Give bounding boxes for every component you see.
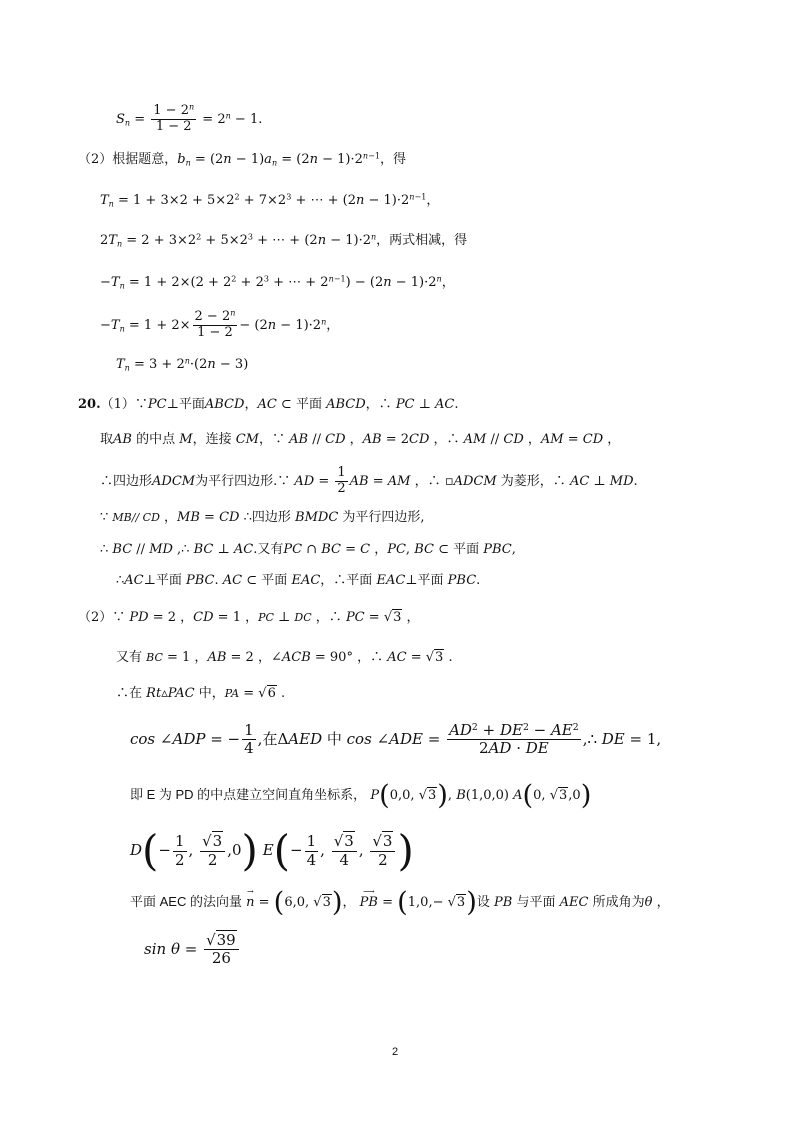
cos-line: cos ∠ADP = − $\frac{1}{4}$ ,在ΔAED 中 cos ∠ADE = $\frac{AD^2 + DE^2 - AE^2}{2AD \cdot DE}$ ,∴ DE = 1,	[130, 721, 662, 758]
p20-line1: 20.（1）∵PC⊥平面ABCD，AC ⊂ 平面 ABCD，∴ PC ⊥ AC.	[78, 397, 459, 412]
neg-tn-1: $-T_n = 1 + 2\times(2 + 2^2 + 2^3$ + ⋯ + $2^{n-1}) - (2n - 1)\cdot 2^n$，	[100, 274, 455, 291]
p20-part2-line3: ∴在 Rt▵PAC 中，PA = √6 .	[116, 686, 286, 701]
p20-line6: ∴AC⊥平面 PBC. AC ⊂ 平面 EAC，∴平面 EAC⊥平面 PBC.	[116, 573, 481, 588]
p20-line3: ∴四边形ADCM为平行四边形.∵ AD = $\frac{1}{2}$ AB = AM ，∴ ▫ADCM 为菱形，∴ AC ⊥ MD.	[100, 465, 638, 496]
p20-part2-line2: 又有 BC = 1 ，AB = 2 ，∠ACB = 90° ，∴ AC = √3 .	[116, 650, 453, 665]
p20-line5: ∴ BC // MD ,∴ BC ⊥ AC.又有PC ∩ BC = C ，PC, BC ⊂ 平面 PBC,	[100, 542, 516, 557]
page-number: 2	[392, 1046, 399, 1058]
tn-sum: $T_n = 1 + 3\times 2 + 5\times 2^2 + 7\times 2^3$ + ⋯ + $(2n - 1)\cdot 2^{n-1}$，	[100, 192, 440, 209]
p20-part2-line1: （2）∵ PD = 2 ，CD = 1 ，PC ⊥ DC ，∴ PC = √3 ，	[78, 610, 420, 625]
p20-line2: 取AB 的中点 M，连接 CM，∵ AB // CD ，AB = 2CD ，∴ AM // CD ，AM = CD ，	[100, 432, 621, 447]
sin-theta: sin θ = $\frac{√39}{26}$	[144, 932, 241, 968]
normal-line: 平面 AEC 的法向量 → n = (6,0, √3)， ⟶ PB = (1,0,− √3)设 PB 与平面 AEC 所成角为θ ，	[130, 886, 670, 918]
two-tn-sum: $2T_n = 2 + 3\times 2^2 + 5\times 2^3$ + ⋯ + $(2n - 1)\cdot 2^n$，两式相减，得	[100, 232, 468, 249]
p20-line4: ∵ MB// CD ，MB = CD ∴四边形 BMDC 为平行四边形,	[100, 510, 425, 525]
sn-formula: $S_n$ = $\frac{1 - 2^n}{1 - 2}$ = $2^n - 1$.	[116, 102, 263, 134]
tn-result: $T_n = 3 + 2^n\cdot(2n - 3)$	[116, 356, 249, 373]
part2-intro: （2）根据题意，$b_n = (2n - 1)a_n = (2n - 1)\cdot 2^{n-1}$，得	[78, 151, 406, 168]
coord-line2: D(− $\frac{1}{2}$ , $\frac{√3}{2}$ ,0) E(− $\frac{1}{4}$ , $\frac{√3}{4}$ , $\frac{√3}{2}$ )	[130, 826, 414, 875]
coord-line1: 即 E 为 PD 的中点建立空间直角坐标系， P(0,0, √3), B(1,0,0) A(0, √3,0)	[130, 780, 592, 811]
neg-tn-2: $-T_n = 1 + 2\times$ $\frac{2 - 2^n}{1 - 2}$ − $(2n - 1)\cdot 2^n$，	[100, 308, 340, 340]
